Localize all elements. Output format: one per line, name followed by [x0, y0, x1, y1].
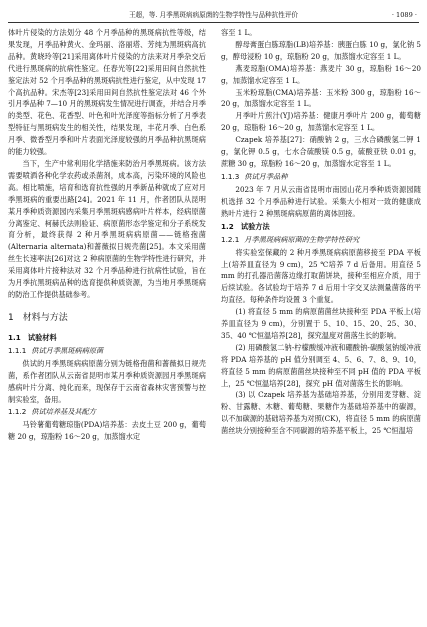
- paragraph: 容至 1 L。: [221, 28, 257, 37]
- medium-recipe: 醇母膏蛋白胨琼脂(LB)培养基：胰蛋白胨 10 g，氯化钠 5 g，醇母浸粉 10 g，琼脂粉 20 g，加蒸馏水定容至 1 L。: [221, 39, 421, 61]
- header-rule: [8, 22, 419, 23]
- section-heading-1-1-3: [221, 171, 421, 183]
- medium-recipe: 燕麦琼脂(OMA)培养基：燕麦片 30 g，琼脂粉 16～20 g，加蒸馏水定容至 1 L。: [221, 63, 421, 85]
- medium-recipe: 月季叶片煎汁(YJ)培养基：健康月季叶片 200 g，葡萄糖 20 g，琼脂粉 16～20 g，加蒸馏水定容至 1 L。: [221, 111, 421, 133]
- medium-recipe: Czapek 培养基[27]：硝酸钠 2 g，三水合磷酸氢二钾 1 g，氯化钾 0.5 g，七水合硫酸镁 0.5 g，硫酸亚铁 0.01 g，蔗糖 30 g，琼脂粉 16～20 g，加蒸馏水定容至 1 L。: [221, 135, 421, 168]
- running-header: [0, 8, 427, 22]
- heading-number: 1.1.3: [221, 171, 240, 181]
- section-heading-1-1-1: [8, 345, 206, 357]
- method-item: (3) 以 Czapek 培养基为基础培养基，分别用麦芽糖、淀粉、甘露糖、木糖、葡萄糖、果糖作为基础培养基中的碳源，以不加碳源的基础培养基为对照(CK)，将直径 5 mm 的病原菌菌丝块分别接种至含不同碳源的培养基平板上，25 ℃恒温培: [221, 390, 421, 436]
- section-heading-1-2-1: [221, 234, 421, 246]
- section-heading-1: 1 材料与方法: [8, 312, 68, 323]
- paragraph: 体叶片侵染的方法划分 48 个月季品种的黑斑病抗性等级，结果发现，月季品种黄火、金玛丽、洛丽塔、芳纯为黑斑病高抗品种。黄晓玲等[21]采用离体叶片侵染的方法来对月季杂交后代进行黑斑病的抗病性鉴定。任春光等[22]采用田间自然抗性鉴定法对 52 个月季品种的黑斑病抗性进行鉴定，从中发现 17 个高抗品种。宋杰等[23]采用田间自然抗性鉴定法对 46 个外引月季品种 7—10 月的黑斑病发生情况进行调查，并结合月季的类型、花色、花香型、叶色和叶光泽度等指标分析了月季表型特征与黑斑病发生的相关性，结果发现，丰花月季、白色系月季、微香型月季和叶片表面光泽度较强的月季品种抗黑斑病的能力较强。: [8, 28, 206, 157]
- right-column: [221, 27, 421, 437]
- page-number: · 1089 ·: [391, 11, 417, 19]
- method-item: (1) 将直径 5 mm 的病原菌菌丝块接种至 PDA 平板上(培养皿直径为 9 cm)，分别置于 5、10、15、20、25、30、35、40 ℃恒温培养[28]，探究温度对菌落生长的影响。: [221, 307, 421, 340]
- medium-recipe: 玉米粉琼脂(CMA)培养基：玉米粉 300 g，琼脂粉 16～20 g，加蒸馏水定容至 1 L。: [221, 87, 421, 109]
- paragraph: 将实验室保藏的 2 种月季黑斑病病原菌移接至 PDA 平板上(培养皿直径为 9 cm)，25 ℃培养 7 d 后备用。用直径 5 mm 的打孔器沿菌落边缘打取菌饼块，接种至相应介质，用于后续试验。各试验均于培养 7 d 后用十字交叉法测量菌落的平均直径。每种条件均设置 3 个重复。: [221, 247, 421, 305]
- section-heading-1-1-2: [8, 406, 206, 418]
- section-heading-1-1: 1.1 试验材料: [8, 332, 57, 342]
- heading-number: 1.2.1: [221, 234, 240, 244]
- left-column: [8, 27, 206, 443]
- paragraph: 供试的月季黑斑病病原菌分别为链格孢菌和蔷薇拟日规壳菌，系作者团队从云南省昆明市某月季种质资源园月季黑斑病感病叶片分离、纯化而来，现保存于云南省森林灾害预警与控制实验室，备用。: [8, 358, 206, 404]
- heading-text: 供试培养基及其配方: [31, 407, 96, 417]
- heading-number: 1.1.2: [8, 407, 27, 417]
- paragraph: 马铃薯葡萄糖琼脂(PDA)培养基：去皮土豆 200 g，葡萄糖 20 g，琼脂粉 16～20 g，加蒸馏水定: [8, 420, 206, 442]
- method-item: (2) 用磷酸氢二钠-柠檬酸缓冲液和硼酸钠-碳酸氢钠缓冲液将 PDA 培养基的 pH 值分别调至 4、5、6、7、8、9、10，将直径 5 mm 的病原菌菌丝块接种至不同 pH 值的 PDA 平板上，25 ℃恒温培养[28]，探究 pH 值对菌落生长的影响。: [221, 342, 421, 388]
- paragraph: 2023 年 7 月从云南省昆明市南园山花月季种质资源园随机选择 32 个月季品种进行试验。采集大小相对一致的健康成熟叶片进行 2 种黑斑病病原菌的离体回接。: [221, 184, 421, 218]
- heading-number: 1.1.1: [8, 345, 27, 355]
- heading-text: 供试月季品种: [244, 171, 288, 181]
- heading-text: 供试月季黑斑病病原菌: [31, 345, 104, 355]
- paragraph: 当下，生产中常利用化学措施来防治月季黑斑病。该方法需要喷洒各种化学农药或杀菌剂，成本高，污染环境的风险也高。相比喷施，培育和选育抗性强的月季新品种就成了应对月季黑斑病的重要出路[24]。2021 年 11 月，作者团队从昆明某月季种质资源园内采集月季黑斑病感病叶片样本，经病原菌分离鉴定、柯赫氏法则验证、病原菌形态学鉴定和分子系统发育分析，最终获得 2 种月季黑斑病病原菌——链格孢菌(Alternaria alternata)和蔷薇拟日规壳菌[25]。本文采用菌丝生长速率法[26]对这 2 种病原菌的生物学特性进行研究，并采用离体叶片接种法对 32 个月季品种进行抗病性试验，旨在为月季抗黑斑病品种的选育提供种质资源，为当地月季黑斑病的防治工作提供基础参考。: [8, 158, 206, 299]
- running-title: 王超，等. 月季黑斑病病原菌的生物学特性与品种抗性评价: [128, 11, 299, 19]
- section-heading-1-2: 1.2 试验方法: [221, 221, 270, 231]
- heading-text: 月季黑斑病病原菌的生物学特性研究: [244, 234, 360, 244]
